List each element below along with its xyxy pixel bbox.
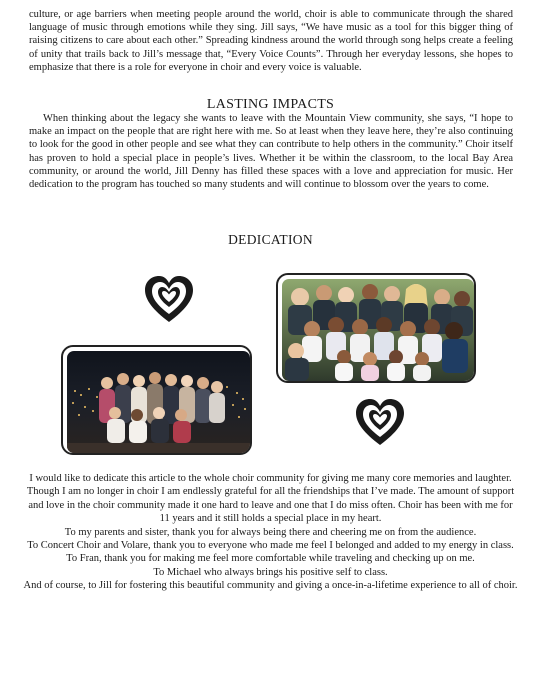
dedication-line: To Fran, thank you for making me feel more comfortable while traveling and checking up on me.	[66, 553, 475, 565]
dedication-line: To Concert Choir and Volare, thank you to everyone who made me feel I belonged and added to my energy in class.	[27, 540, 514, 552]
dedication-text	[22, 472, 519, 593]
dedication-line: And of course, to Jill for fostering this beautiful community and giving a once-in-a-lifetime experience to all of choir.	[23, 580, 518, 592]
heart-outline-icon	[143, 274, 195, 331]
night-group-photo	[61, 345, 252, 455]
dedication-line: To my parents and sister, thank you for always being there and cheering me on from the audience.	[64, 526, 477, 538]
choir-group-photo	[276, 273, 476, 383]
lasting-impacts-paragraph: When thinking about the legacy she wants to leave with the Mountain View community, she says, “I hope to make an impact on the people that are right here with me. So at least when they leave here, they’re also continuing to look for the good in other people and see what they can contribute to help others in the community.” Choir itself has proven to hold a special place in people’s lives. Whether it be within the classroom, to the local Bay Area community, or around the world, Jill Denny has filled these spaces with a love and appreciation for music. Her dedication to the program has touched so many students and will continue to blossom over the years to come.	[29, 113, 513, 191]
dedication-line: To Michael who always brings his positive self to class.	[153, 566, 388, 578]
lasting-impacts-heading: LASTING IMPACTS	[206, 97, 335, 112]
heart-outline-icon	[354, 397, 406, 454]
intro-paragraph: culture, or age barriers when meeting people around the world, choir is able to communicate through the shared language of music through emotions while they sing. Jill says, “We have music as a tool for this bigger thing of raising citizens to care about each other.” Spreading kindness around the world through song helps create a feeling of unity that trails back to Jill’s message that, “Every Voice Counts”. Through her everyday lessons, she hopes to emphasize that there is a role for everyone in choir and every voice is valuable.	[29, 9, 513, 73]
dedication-heading: DEDICATION	[228, 232, 313, 247]
dedication-line: I would like to dedicate this article to the whole choir community for giving me many core memories and laughter. Though I am no longer in choir I am endlessly grateful for all the friendships that I’ve made. The amount of support and love in the choir community made it one hard to leave and one that I do miss often. Choir has been with me for 11 years and it still holds a special place in my heart.	[26, 473, 515, 525]
